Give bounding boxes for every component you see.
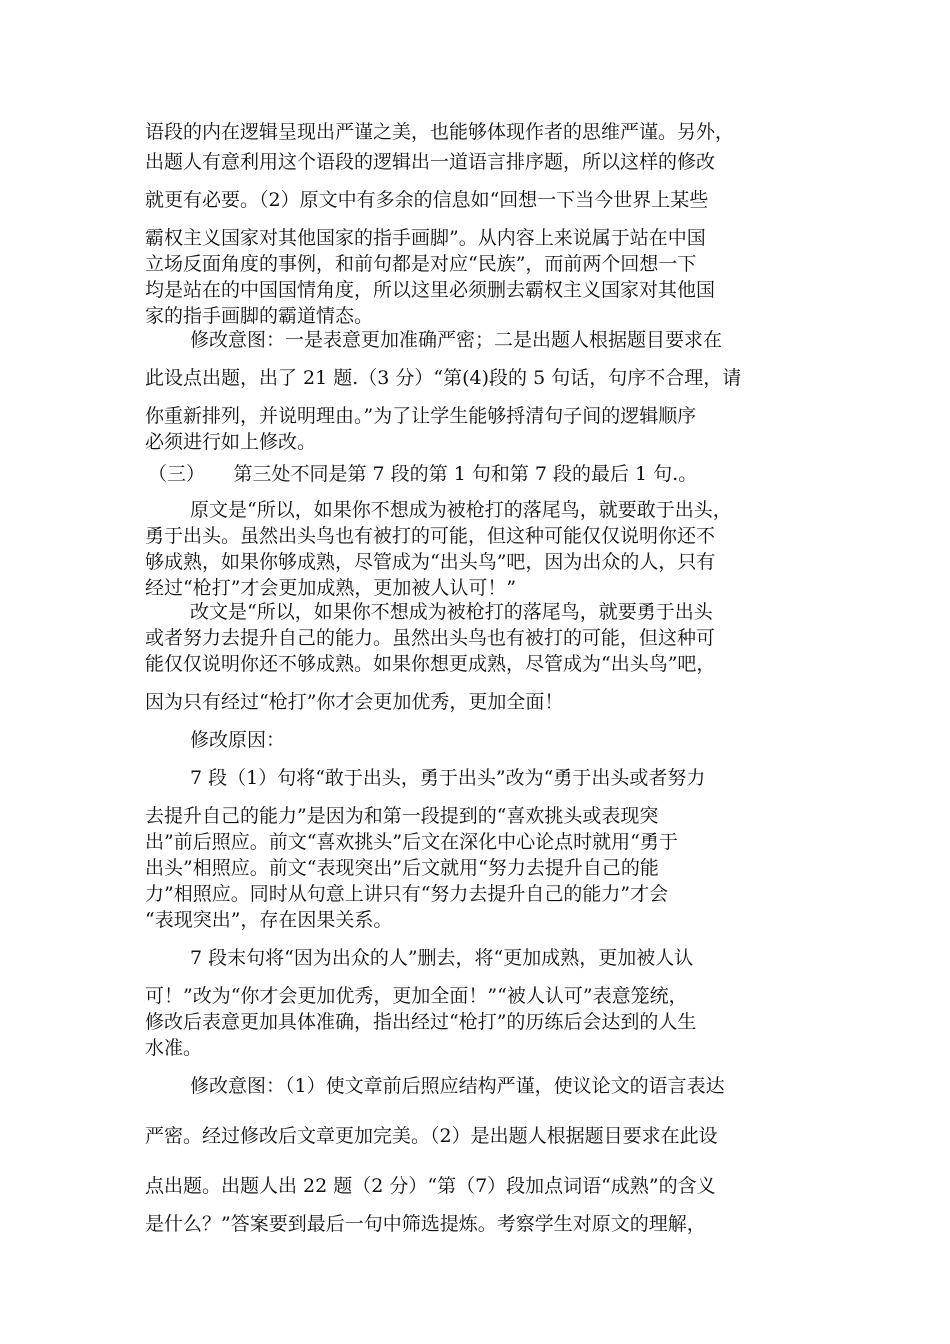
- text-line: 因为只有经过“枪打”你才会更加优秀，更加全面！: [145, 691, 564, 713]
- text-line: 霸权主义国家对其他国家的指手画脚”。从内容上来说属于站在中国: [145, 227, 706, 249]
- text-line: 出”前后照应。前文“喜欢挑头”后文在深化中心论点时就用“勇于: [145, 831, 678, 853]
- text-line: 勇于出头。虽然出头鸟也有被打的可能，但这种可能仅仅说明你还不: [145, 525, 716, 547]
- text-line: 点出题。出题人出 22 题（2 分）“第（7）段加点词语“成熟”的含义: [145, 1175, 716, 1197]
- text-line: 原文是“所以，如果你不想成为被枪打的落尾鸟，就要敢于出头，: [190, 499, 732, 521]
- text-line: 经过“枪打”才会更加成熟，更加被人认可！”: [145, 577, 517, 599]
- text-line: 够成熟，如果你够成熟，尽管成为“出头鸟”吧，因为出众的人，只有: [145, 551, 716, 573]
- text-line: 立场反面角度的事例，和前句都是对应“民族”，而前两个回想一下: [145, 253, 697, 275]
- text-line: 出题人有意利用这个语段的逻辑出一道语言排序题，所以这样的修改: [145, 151, 716, 173]
- text-line: 力”相照应。同时从句意上讲只有“努力去提升自己的能力”才会: [145, 883, 669, 905]
- text-line: 均是站在的中国国情角度，所以这里必须删去霸权主义国家对其他国: [145, 279, 716, 301]
- text-line: 修改原因：: [190, 729, 286, 751]
- text-line: 家的指手画脚的霸道情态。: [145, 305, 374, 327]
- text-line: 修改意图：（1）使文章前后照应结构严谨，使议论文的语言表达: [190, 1075, 725, 1097]
- text-line: 7 段末句将“因为出众的人”删去，将“更加成熟，更加被人认: [190, 947, 694, 969]
- text-line: 可！”改为“你才会更加优秀，更加全面！”“被人认可”表意笼统，: [145, 985, 688, 1007]
- text-line: 改文是“所以，如果你不想成为被枪打的落尾鸟，就要勇于出头: [190, 601, 713, 623]
- text-line: 就更有必要。（2）原文中有多余的信息如“回想一下当今世界上某些: [145, 189, 709, 211]
- text-line: 去提升自己的能力”是因为和第一段提到的“喜欢挑头或表现突: [145, 805, 659, 827]
- text-line: 能仅仅说明你还不够成熟。如果你想更成熟，尽管成为“出头鸟”吧，: [145, 653, 716, 675]
- text-line: 此设点出题，出了 21 题.（3 分）“第(4)段的 5 句话，句序不合理，请: [145, 367, 742, 389]
- text-line: 出头”相照应。前文“表现突出”后文就用“努力去提升自己的能: [145, 857, 659, 879]
- text-line: 语段的内在逻辑呈现出严谨之美，也能够体现作者的思维严谨。另外，: [145, 121, 735, 143]
- text-line: 修改意图：一是表意更加准确严密；二是出题人根据题目要求在: [190, 329, 723, 351]
- section-heading: （三） 第三处不同是第 7 段的第 1 句和第 7 段的最后 1 句.。: [148, 463, 698, 485]
- text-line: “表现突出”，存在因果关系。: [145, 909, 393, 931]
- text-line: 7 段（1）句将“敢于出头，勇于出头”改为“勇于出头或者努力: [190, 767, 706, 789]
- text-line: 修改后表意更加具体准确，指出经过“枪打”的历练后会达到的人生: [145, 1011, 697, 1033]
- text-line: 你重新排列，并说明理由。”为了让学生能够捋清句子间的逻辑顺序: [145, 405, 697, 427]
- text-line: 必须进行如上修改。: [145, 431, 317, 453]
- text-line: 严密。经过修改后文章更加完美。（2）是出题人根据题目要求在此设: [145, 1125, 718, 1147]
- text-line: 或者努力去提升自己的能力。虽然出头鸟也有被打的可能，但这种可: [145, 627, 716, 649]
- text-line: 水准。: [145, 1037, 203, 1059]
- text-line: 是什么？”答案要到最后一句中筛选提炼。考察学生对原文的理解，: [145, 1213, 706, 1235]
